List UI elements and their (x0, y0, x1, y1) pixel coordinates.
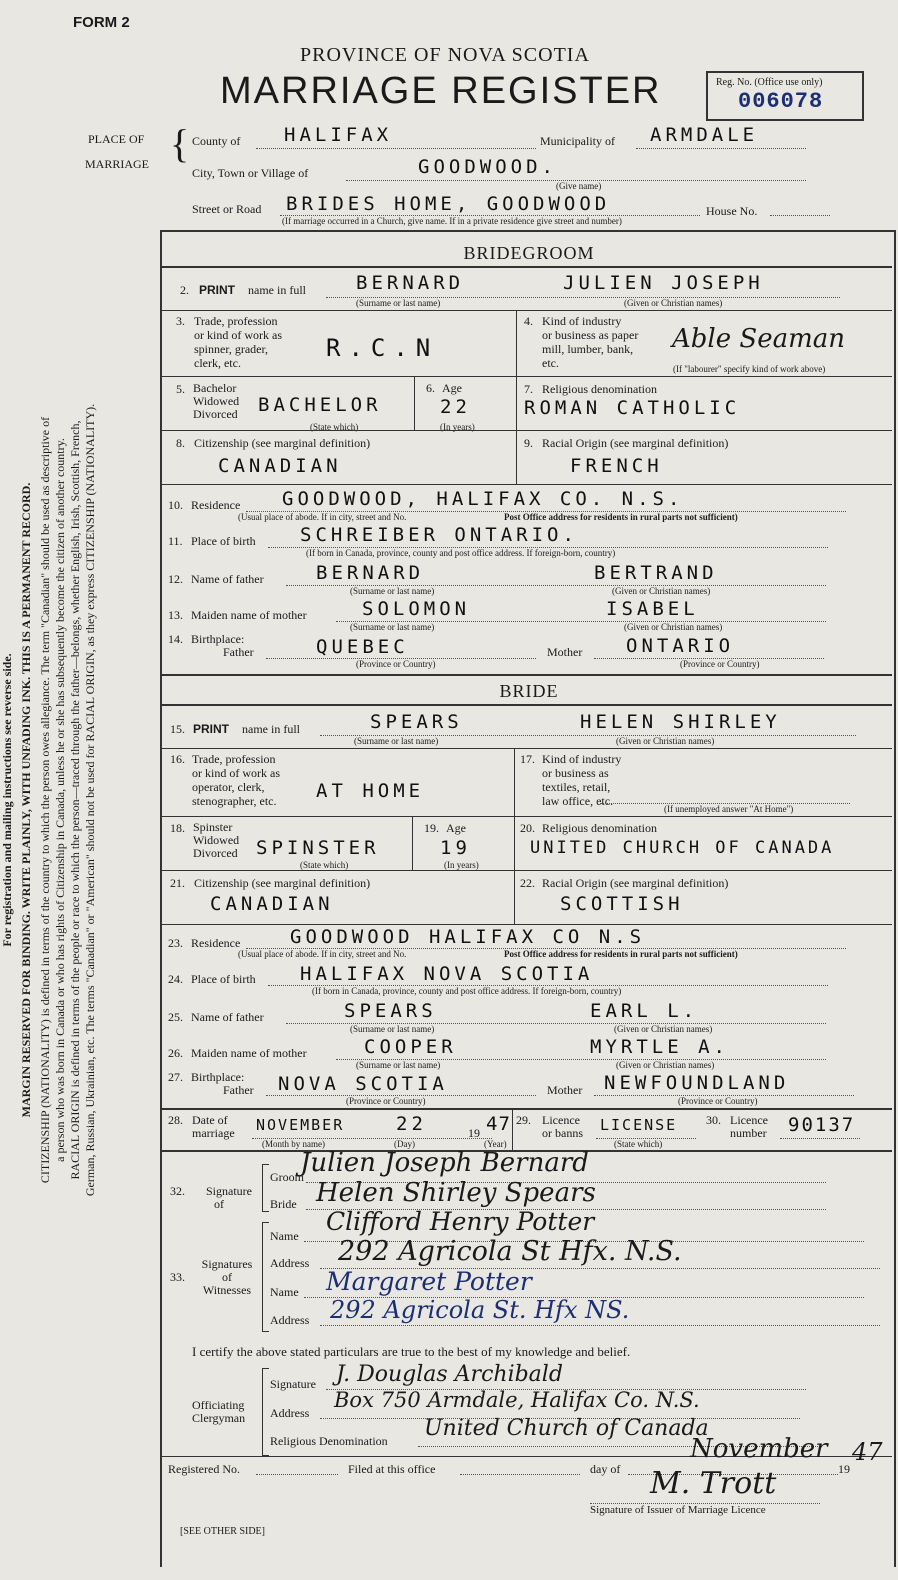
reg-label: Reg. No. (Office use only) (716, 77, 823, 88)
w1-address-label: Address (270, 1256, 310, 1270)
province-title: PROVINCE OF NOVA SCOTIA (300, 44, 590, 66)
month-note: (Month by name) (262, 1139, 325, 1149)
reg-number-box (706, 71, 864, 121)
field-13-number: 13. (168, 608, 183, 622)
groom-industry: Able Seaman (672, 324, 845, 354)
bride-surname-note: (Surname or last name) (354, 736, 439, 746)
groom-birth-label: Place of birth (191, 534, 256, 548)
bride-bp-father-note: (Province or Country) (346, 1096, 426, 1106)
bride-marital: SPINSTER (256, 837, 380, 859)
bride-father-label: Name of father (191, 1010, 264, 1024)
bride-heading: BRIDE (499, 681, 559, 701)
see-other-side: [SEE OTHER SIDE] (180, 1526, 265, 1537)
field-18-number: 18. (170, 821, 185, 835)
groom-birth: SCHREIBER ONTARIO. (300, 524, 578, 546)
municipality-value: ARMDALE (650, 124, 759, 146)
bride-father-surname-note: (Surname or last name) (350, 1024, 435, 1034)
groom-citizenship-label: Citizenship (see marginal definition) (194, 436, 371, 450)
groom-mother-given: ISABEL (606, 598, 699, 620)
municipality-label: Municipality of (540, 134, 615, 148)
mother-given-note: (Given or Christian names) (624, 622, 723, 632)
surname-note: (Surname or last name) (356, 298, 441, 308)
bride-surname: SPEARS (370, 711, 463, 733)
field-10-number: 10. (168, 498, 183, 512)
clergy-address-label: Address (270, 1406, 310, 1420)
groom-age-label: Age (442, 381, 462, 395)
state-which-note: (State which) (310, 422, 359, 432)
witness-1-name: Clifford Henry Potter (326, 1207, 595, 1236)
w2-name-label: Name (270, 1285, 299, 1299)
margin-line-2: MARGIN RESERVED FOR BINDING. WRITE PLAINLY, WITH UNFADING INK. THIS IS A PERMANENT RECORD. (19, 482, 33, 1118)
day-of-label: day of (590, 1462, 621, 1476)
clergy-denomination: United Church of Canada (424, 1416, 709, 1441)
date-label-2: marriage (192, 1126, 235, 1140)
field-20-number: 20. (520, 821, 535, 835)
field-5-number: 5. (176, 382, 185, 396)
mother-surname-note: (Surname or last name) (350, 622, 435, 632)
form-number: FORM 2 (73, 14, 130, 31)
margin-line-6: German, Russian, Ukrainian, etc. The terms "Canadian" or "American" should not be used for RACIAL ORIGIN, as they express CITIZENSHIP (NATIONALITY). (83, 403, 97, 1197)
clergy-label-1: Officiating (192, 1398, 245, 1412)
bride-given: HELEN SHIRLEY (580, 711, 781, 733)
w2-address-label: Address (270, 1313, 310, 1327)
groom-marital-label: Bachelor Widowed Divorced (193, 381, 240, 421)
filed-label: Filed at this office (348, 1462, 436, 1476)
field-7-number: 7. (524, 382, 533, 396)
groom-religion: ROMAN CATHOLIC (524, 397, 741, 419)
bride-father-given-note: (Given or Christian names) (614, 1024, 713, 1034)
bride-residence-label: Residence (191, 936, 241, 950)
groom-bp-father-label: Father (223, 645, 254, 659)
margin-line-1: For registration and mailing instructions see reverse side. (0, 653, 14, 947)
bride-name-label: name in full (242, 722, 300, 736)
street-note: (If marriage occurred in a Church, give name. If in a private residence give street and number) (282, 216, 622, 226)
city-label: City, Town or Village of (192, 166, 309, 180)
industry-note: (If "labourer" specify kind of work above) (673, 364, 826, 374)
witness-1-address: 292 Agricola St Hfx. N.S. (338, 1236, 682, 1267)
bride-given-note: (Given or Christian names) (616, 736, 715, 746)
groom-bp-label: Birthplace: (191, 632, 245, 646)
bride-bp-mother-label: Mother (547, 1083, 583, 1097)
sig-label-1: Signature (206, 1184, 252, 1198)
bride-marital-label: Spinster Widowed Divorced (193, 820, 240, 860)
bride-birth-label: Place of birth (191, 972, 256, 986)
groom-industry-label: Kind of industry or business as paper mill, lumber, bank, etc. (542, 314, 639, 370)
residence-note-1: (Usual place of abode. If in city, street and No. (238, 512, 407, 522)
bride-age: 19 (440, 837, 471, 859)
licence-label-1: Licence (542, 1113, 580, 1127)
groom-racial: FRENCH (570, 455, 663, 477)
bride-citizenship: CANADIAN (210, 893, 334, 915)
field-15-number: 15. (170, 722, 185, 736)
clergy-signature: J. Douglas Archibald (336, 1362, 563, 1387)
groom-bp-mother-label: Mother (547, 645, 583, 659)
field-17-number: 17. (520, 752, 535, 766)
groom-signature: Julien Joseph Bernard (300, 1148, 589, 1178)
groom-religion-label: Religious denomination (542, 382, 657, 396)
field-4-number: 4. (524, 314, 533, 328)
marriage-month: NOVEMBER (256, 1116, 345, 1134)
day-note: (Day) (394, 1139, 415, 1149)
bride-in-years: (In years) (444, 860, 479, 870)
groom-trade-label: Trade, profession or kind of work as spinner, grader, clerk, etc. (194, 314, 282, 370)
bride-bp-mother: NEWFOUNDLAND (604, 1072, 790, 1094)
number-label-2: number (730, 1126, 767, 1140)
place-brace: { (170, 121, 190, 166)
county-label: County of (192, 134, 241, 148)
certify-statement: I certify the above stated particulars are true to the best of my knowledge and belief. (192, 1344, 631, 1359)
margin-instructions (0, 20, 98, 1580)
groom-name-label: name in full (248, 283, 306, 297)
reg-number: 006078 (738, 89, 824, 114)
groom-marital: BACHELOR (258, 394, 382, 416)
field-28-number: 28. (168, 1113, 183, 1127)
field-26-number: 26. (168, 1046, 183, 1060)
house-label: House No. (706, 204, 758, 218)
date-label-1: Date of (192, 1113, 228, 1127)
groom-father-surname: BERNARD (316, 562, 425, 584)
groom-print-label: PRINT (199, 283, 235, 297)
bride-industry-label: Kind of industry or business as textiles, retail, law office, etc. (542, 752, 622, 808)
residence-note-2: Post Office address for residents in rural parts not sufficient) (504, 512, 738, 522)
bp-mother-note: (Province or Country) (680, 659, 760, 669)
denomination-label: Religious Denomination (270, 1434, 388, 1448)
issuer-label: Signature of Issuer of Marriage Licence (590, 1504, 766, 1516)
groom-residence: GOODWOOD, HALIFAX CO. N.S. (282, 488, 684, 510)
clergy-signature-label: Signature (270, 1377, 316, 1391)
field-25-number: 25. (168, 1010, 183, 1024)
field-33-number: 33. (170, 1270, 185, 1284)
father-surname-note: (Surname or last name) (350, 586, 435, 596)
field-24-number: 24. (168, 972, 183, 986)
field-8-number: 8. (176, 436, 185, 450)
bride-residence-note-2: Post Office address for residents in rural parts not sufficient) (504, 949, 738, 959)
field-32-number: 32. (170, 1184, 185, 1198)
bride-age-label: Age (446, 821, 466, 835)
licence-note: (State which) (614, 1139, 663, 1149)
given-note: (Given or Christian names) (624, 298, 723, 308)
witness-2-name: Margaret Potter (326, 1267, 532, 1296)
year-note: (Year) (484, 1139, 507, 1149)
bride-state-which: (State which) (300, 860, 349, 870)
bride-religion-label: Religious denomination (542, 821, 657, 835)
field-12-number: 12. (168, 572, 183, 586)
bride-bp-father-label: Father (223, 1083, 254, 1097)
groom-given: JULIEN JOSEPH (563, 272, 764, 294)
field-22-number: 22. (520, 876, 535, 890)
sig-label-2: of (214, 1197, 224, 1211)
place-heading-1: PLACE OF (88, 132, 145, 146)
groom-age: 22 (440, 396, 471, 418)
licence-type: LICENSE (600, 1116, 678, 1134)
groom-sig-label: Groom (270, 1170, 304, 1184)
groom-father-given: BERTRAND (594, 562, 718, 584)
bride-citizenship-label: Citizenship (see marginal definition) (194, 876, 371, 890)
margin-line-4: a person who was born in Canada or who has rights of Citizenship in Canada, unless he or she has subsequently become the citizen of another country. (53, 438, 67, 1162)
birth-note: (If born in Canada, province, county and post office address. If foreign-born, country) (306, 548, 616, 558)
field-29-number: 29. (516, 1113, 531, 1127)
marriage-year: 47 (486, 1113, 511, 1135)
licence-number: 90137 (788, 1114, 856, 1136)
street-value: BRIDES HOME, GOODWOOD (286, 193, 611, 215)
bride-signature: Helen Shirley Spears (316, 1178, 596, 1208)
margin-line-3: CITIZENSHIP (NATIONALITY) is defined in terms of the country to which the person owes allegiance. The term "Canadian" should be used as descriptive of (38, 416, 52, 1184)
bride-trade: AT HOME (316, 780, 425, 802)
field-27-number: 27. (168, 1070, 183, 1084)
bride-residence: GOODWOOD HALIFAX CO N.S (290, 926, 646, 948)
w1-name-label: Name (270, 1229, 299, 1243)
groom-residence-label: Residence (191, 498, 241, 512)
witness-2-address: 292 Agricola St. Hfx NS. (330, 1296, 630, 1324)
filed-year-prefix: 19 (838, 1462, 850, 1476)
field-9-number: 9. (524, 436, 533, 450)
field-2-number: 2. (180, 283, 189, 297)
page-title: MARRIAGE REGISTER (220, 70, 662, 112)
marriage-day: 22 (396, 1113, 427, 1135)
bride-mother-given-note: (Given or Christian names) (616, 1060, 715, 1070)
field-21-number: 21. (170, 876, 185, 890)
bride-racial-label: Racial Origin (see marginal definition) (542, 876, 729, 890)
place-heading-2: MARRIAGE (85, 157, 150, 171)
field-16-number: 16. (170, 752, 185, 766)
bride-residence-note-1: (Usual place of abode. If in city, street and No. (238, 949, 407, 959)
field-3-number: 3. (176, 314, 185, 328)
groom-mother-surname: SOLOMON (362, 598, 471, 620)
bride-mother-surname-note: (Surname or last name) (356, 1060, 441, 1070)
field-11-number: 11. (168, 534, 183, 548)
bride-industry-note: (If unemployed answer "At Home") (664, 804, 794, 814)
county-value: HALIFAX (284, 124, 393, 146)
witnesses-label: Signatures of Witnesses (201, 1257, 253, 1297)
bride-racial: SCOTTISH (560, 893, 684, 915)
groom-surname: BERNARD (356, 272, 465, 294)
bride-bp-father: NOVA SCOTIA (278, 1073, 448, 1095)
filed-month: November (690, 1434, 828, 1464)
bp-father-note: (Province or Country) (356, 659, 436, 669)
issuer-signature: M. Trott (650, 1466, 777, 1501)
groom-bp-mother: ONTARIO (626, 635, 735, 657)
in-years-note: (In years) (440, 422, 475, 432)
field-23-number: 23. (168, 936, 183, 950)
number-label-1: Licence (730, 1113, 768, 1127)
bride-bp-label: Birthplace: (191, 1070, 245, 1084)
margin-line-5: RACIAL ORIGIN is defined in terms of the people or race to which the person—traced through the father—belongs, whether English, Irish, Scottish, French, (68, 420, 82, 1180)
marriage-year-prefix: 19 (468, 1126, 480, 1140)
bride-birth-note: (If born in Canada, province, county and post office address. If foreign-born, country) (312, 986, 622, 996)
clergy-label-2: Clergyman (192, 1411, 246, 1425)
city-note: (Give name) (556, 181, 602, 191)
bride-trade-label: Trade, profession or kind of work as operator, clerk, stenographer, etc. (192, 752, 280, 808)
field-19-number: 19. (424, 821, 439, 835)
bride-mother-label: Maiden name of mother (191, 1046, 307, 1060)
bride-mother-given: MYRTLE A. (590, 1036, 729, 1058)
field-30-number: 30. (706, 1113, 721, 1127)
bride-father-surname: SPEARS (344, 1000, 437, 1022)
bride-print-label: PRINT (193, 722, 229, 736)
licence-label-2: or banns (542, 1126, 583, 1140)
groom-mother-label: Maiden name of mother (191, 608, 307, 622)
groom-trade: R.C.N (326, 334, 439, 362)
bride-mother-surname: COOPER (364, 1036, 457, 1058)
field-6-number: 6. (426, 381, 435, 395)
street-label: Street or Road (192, 202, 262, 216)
groom-father-label: Name of father (191, 572, 264, 586)
groom-racial-label: Racial Origin (see marginal definition) (542, 436, 729, 450)
bride-sig-label: Bride (270, 1197, 297, 1211)
clergy-address: Box 750 Armdale, Halifax Co. N.S. (334, 1388, 700, 1412)
registered-label: Registered No. (168, 1462, 240, 1476)
field-14-number: 14. (168, 632, 183, 646)
bridegroom-heading: BRIDEGROOM (463, 243, 595, 263)
bride-bp-mother-note: (Province or Country) (678, 1096, 758, 1106)
groom-citizenship: CANADIAN (218, 455, 342, 477)
bride-birth: HALIFAX NOVA SCOTIA (300, 963, 594, 985)
city-value: GOODWOOD. (418, 156, 557, 178)
bride-father-given: EARL L. (590, 1000, 699, 1022)
father-given-note: (Given or Christian names) (612, 586, 711, 596)
filed-year: 47 (852, 1438, 883, 1466)
groom-bp-father: QUEBEC (316, 636, 409, 658)
bride-religion: UNITED CHURCH OF CANADA (530, 838, 835, 858)
